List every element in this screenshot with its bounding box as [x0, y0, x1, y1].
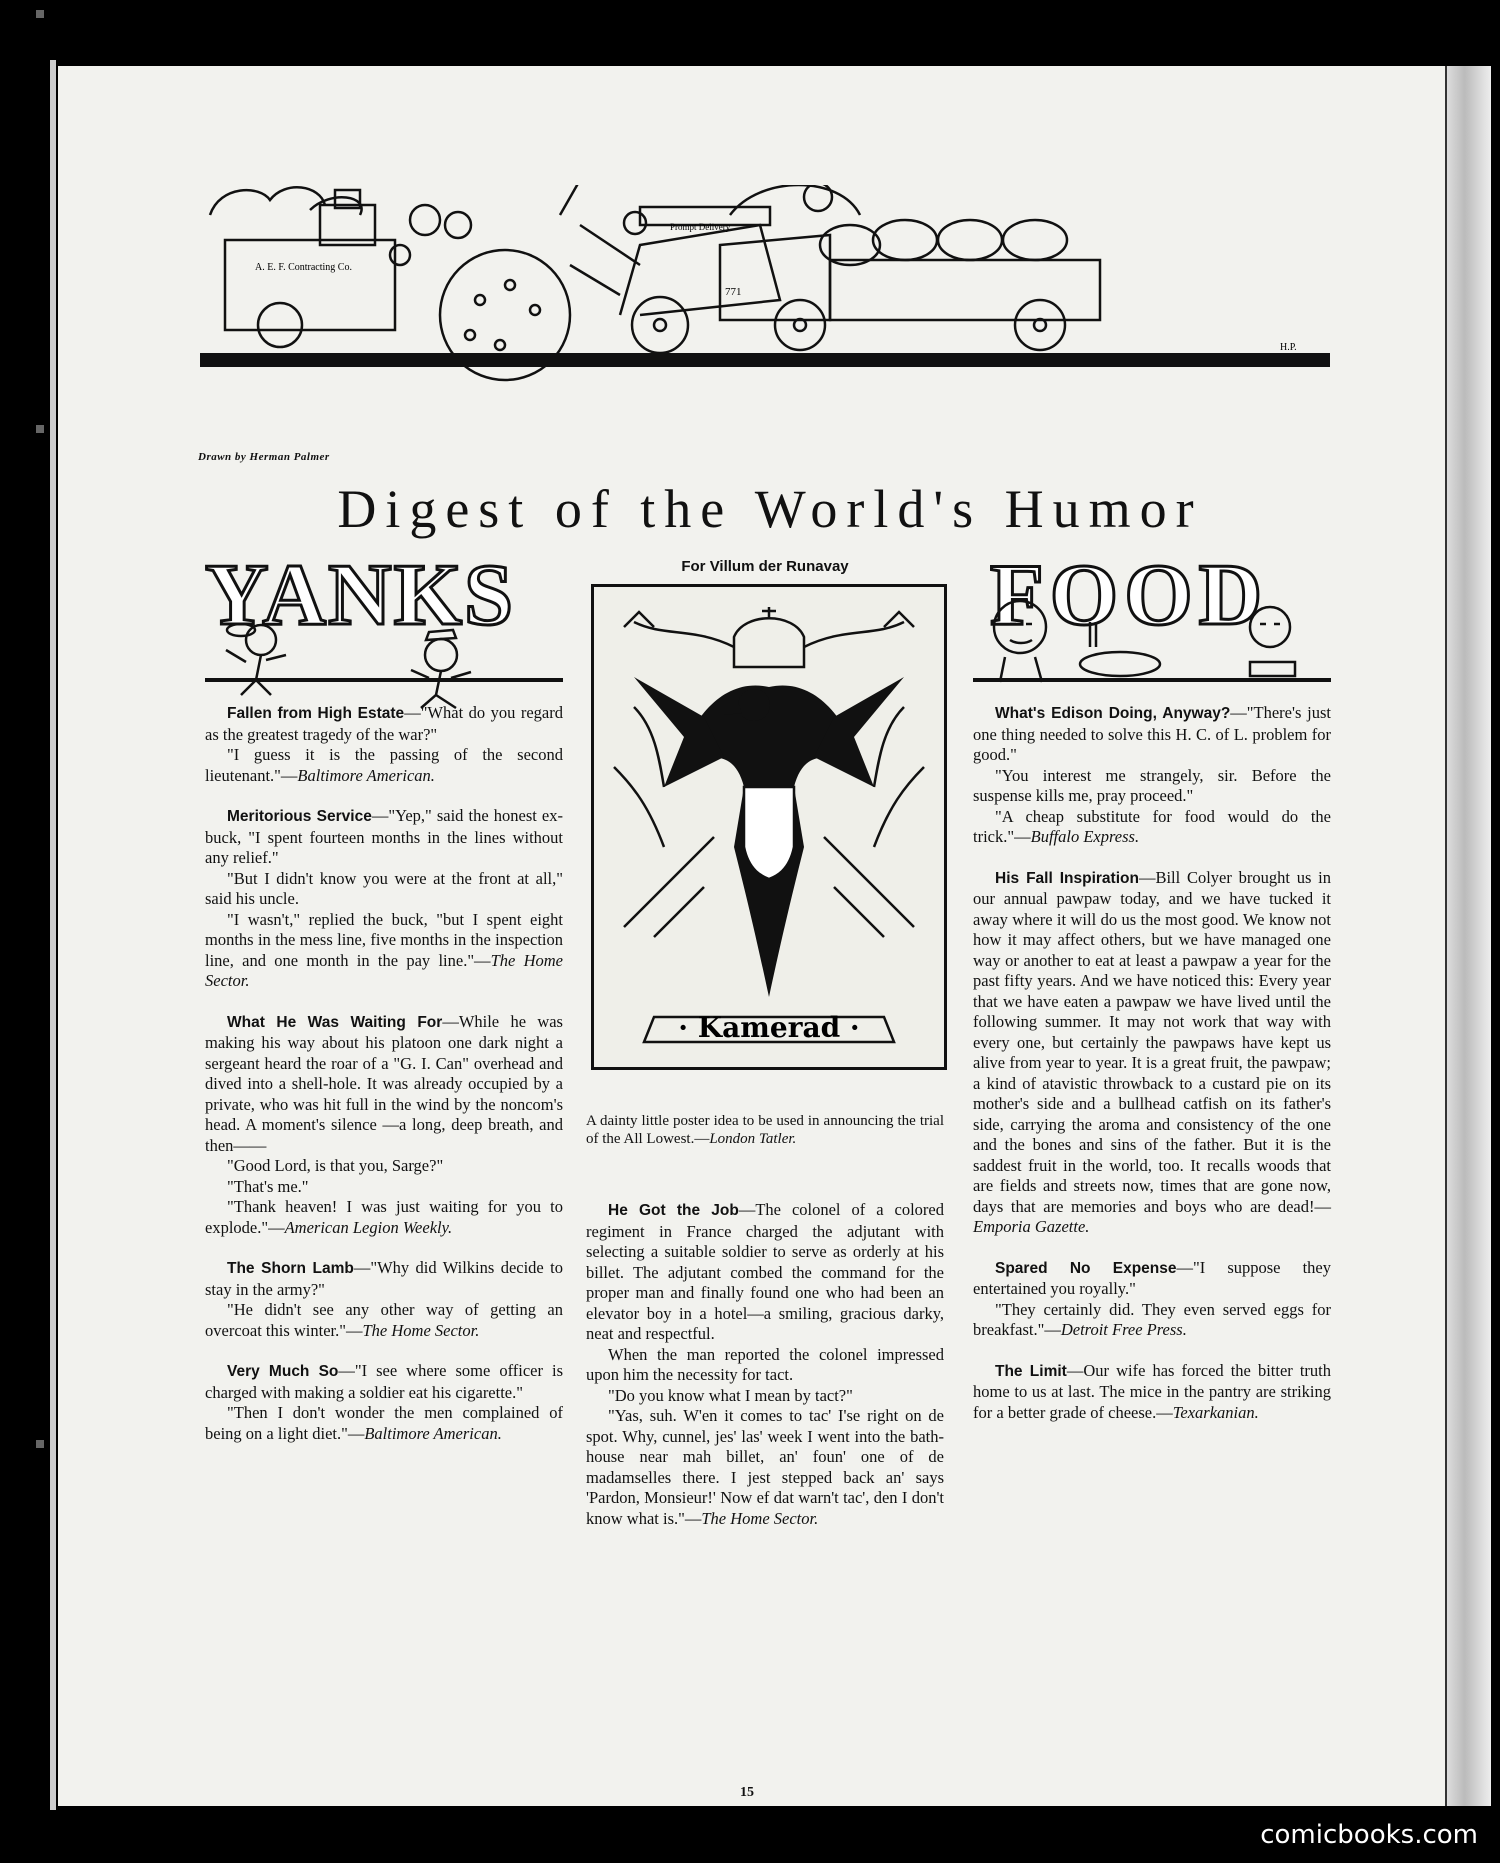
binding-stitch	[36, 1440, 44, 1448]
food-banner-text: FOOD	[990, 547, 1269, 644]
joke-headline: Spared No Expense	[995, 1259, 1177, 1277]
yanks-banner-text: YANKS	[205, 547, 515, 644]
joke-headline: His Fall Inspiration	[995, 869, 1139, 887]
food-banner	[990, 547, 1269, 644]
binding-stitch	[36, 10, 44, 18]
yanks-banner	[205, 547, 515, 644]
illustration-credit: Drawn by Herman Palmer	[198, 451, 330, 463]
poster-caption: A dainty little poster idea to be used in announcing the trial of the All Lowest.—London Tatler.	[586, 1113, 944, 1147]
joke-headline: The Shorn Lamb	[227, 1260, 354, 1277]
center-column	[586, 1200, 944, 1549]
food-column	[973, 703, 1331, 1443]
joke-source: Texarkanian.	[1172, 1402, 1259, 1422]
illustrator-initials: H.P.	[1280, 342, 1297, 353]
joke-item: The Shorn Lamb—"Why did Wilkins decide to stay in the army?" "He didn't see any other way of getting an overcoat this winter."—The Home Sector.	[205, 1258, 563, 1340]
section-rule	[205, 678, 563, 682]
joke-source: The Home Sector.	[701, 1508, 819, 1528]
joke-item: His Fall Inspiration—Bill Colyer brought us in our annual pawpaw today, and we have tucked it away where it will do us the most good. We know not how it may affect others, but we have managed one way or another to eat at least a pawpaw a year for the past fifty years. And we have noticed this: Every year that we have eaten a pawpaw we have lived until the following summer. It may not work that way with every one, but certainly the pawpaws have kept us alive from year to year. It is a great fruit, the pawpaw; a kind of atavistic throwback to a custard pie on its mother's side and a bullhead catfish on its father's side, carrying the aroma and consistency of the one and the bones and sins of the father. But it is the saddest fruit in the world, too. It recalls woods that are fields and streets now, times that are gone now, days that are memories and boys who are dead!—Emporia Gazette.	[973, 867, 1331, 1236]
joke-headline: The Limit	[995, 1362, 1067, 1380]
joke-item: What's Edison Doing, Anyway?—"There's just one thing needed to solve this H. C. of L. problem for good." "You interest me strangely, sir. Before the suspense kills me, pray proceed." "A cheap substitute for food would do the trick."—Buffalo Express.	[973, 703, 1331, 846]
joke-source: Detroit Free Press.	[1060, 1320, 1187, 1339]
joke-source: American Legion Weekly.	[284, 1217, 453, 1237]
joke-headline: Meritorious Service	[227, 808, 372, 825]
running-soldiers-cartoon	[201, 600, 561, 715]
joke-headline: He Got the Job	[608, 1202, 739, 1219]
poster-title: For Villum der Runavay	[681, 558, 849, 575]
joke-headline: What's Edison Doing, Anyway?	[995, 705, 1231, 722]
joke-item: The Limit—Our wife has forced the bitter truth home to us at last. The mice in the pantry are striking for a better grade of cheese.—Texarkanian.	[973, 1360, 1331, 1422]
joke-source: The Home Sector.	[362, 1320, 480, 1340]
joke-item: Meritorious Service—"Yep," said the honest ex-buck, "I spent fourteen months in the lines without any relief." "But I didn't know you were at the front at all," said his uncle. "I wasn't," replied the buck, "but I spent eight months in the mess line, five months in the inspection line, and one month in the pay line."—The Home Sector.	[205, 806, 563, 990]
kamerad-scroll-text: · Kamerad ·	[678, 1011, 860, 1044]
book-gutter	[50, 60, 56, 1810]
wagon-sign: Prompt Delivery	[670, 222, 731, 232]
poster-caption-source: London Tatler.	[709, 1131, 797, 1147]
joke-item: Fallen from High Estate—"What do you regard as the greatest tragedy of the war?" "I guess it is the passing of the second lieutenant."—Baltimore American.	[205, 703, 563, 785]
page-edge	[1445, 66, 1491, 1806]
joke-headline: What He Was Waiting For	[227, 1013, 443, 1031]
binding-stitch	[36, 425, 44, 433]
truck-number: 771	[725, 286, 742, 298]
joke-source: Emporia Gazette.	[973, 1217, 1090, 1236]
joke-headline: Very Much So	[227, 1363, 339, 1380]
joke-source: Buffalo Express.	[1030, 827, 1140, 846]
joke-source: The Home Sector.	[205, 950, 563, 990]
joke-item: What He Was Waiting For—While he was making his way about his platoon one dark night a sergeant heard the roar of a "G. I. Can" overhead and dived into a shell-hole. It was already occupied by a private, who was hit full in the wind by the noncom's head. A moment's silence —a long, deep breath, and then—— "Good Lord, is that you, Sarge?" "That's me." "Thank heaven! I was just waiting for you to explode."—American Legion Weekly.	[205, 1011, 563, 1237]
joke-item: Very Much So—"I see where some officer is charged with making a soldier eat his cigarette." "Then I don't wonder the men complained of being on a light diet."—Baltimore American.	[205, 1361, 563, 1443]
joke-source: Baltimore American.	[364, 1423, 502, 1443]
page-number: 15	[740, 1785, 754, 1800]
joke-source: Baltimore American.	[297, 765, 435, 785]
joke-item: He Got the Job—The colonel of a colored regiment in France charged the adjutant with selecting a suitable soldier to serve as orderly at his billet. The adjutant combed the command for the proper man and finally found one who had been an elevator boy in a hotel—a smiling, gracious darky, neat and respectful. When the man reported the colonel impressed upon him the necessity for tact. "Do you know what I mean by tact?" "Yas, suh. W'en it comes to tac' I'se right on de spot. Why, cunnel, jes' las' week I went into the bath-house near mah billet, an' foun' one of de madamselles there. I jest stepped back an' says 'Pardon, Monsieur!' Now ef dat warn't tac', den I don't know what is."—The Home Sector.	[586, 1200, 945, 1528]
roller-sign: A. E. F. Contracting Co.	[255, 262, 352, 273]
header-illustration	[200, 185, 1350, 435]
page-title: Digest of the World's Humor	[337, 479, 1203, 539]
joke-headline: Fallen from High Estate	[227, 705, 405, 722]
yanks-column	[205, 703, 563, 1464]
section-rule	[973, 678, 1331, 682]
eagle-crest-illustration	[594, 587, 944, 1067]
joke-item: Spared No Expense—"I suppose they entertained you royally." "They certainly did. They even served eggs for breakfast."—Detroit Free Press.	[973, 1257, 1331, 1339]
site-watermark: comicbooks.com	[1260, 1820, 1478, 1850]
kamerad-poster	[591, 584, 947, 1070]
